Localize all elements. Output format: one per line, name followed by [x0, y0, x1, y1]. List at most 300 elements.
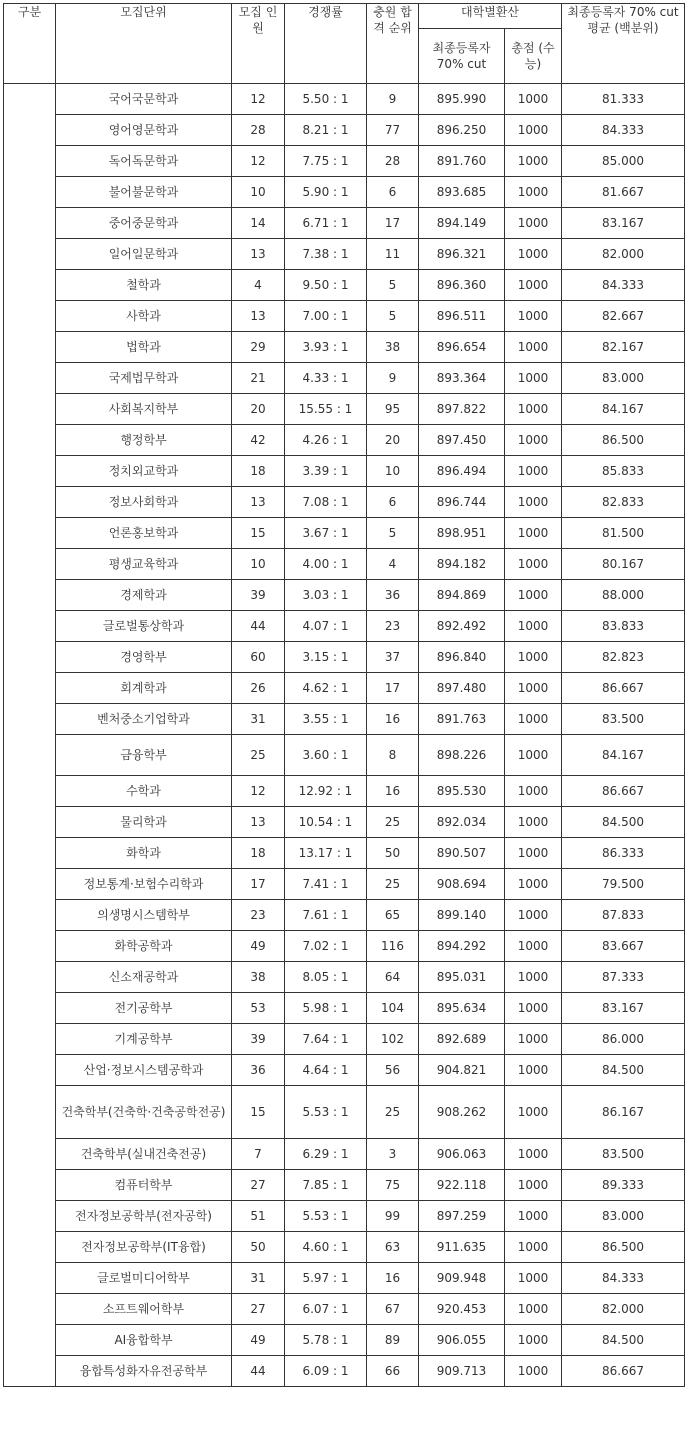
percentile-cell: 88.000: [562, 580, 685, 611]
percentile-cell: 86.000: [562, 1024, 685, 1055]
table-row: [4, 301, 685, 332]
converted-cut-cell: 896.360: [419, 270, 505, 301]
competition-cell: 5.50 : 1: [285, 84, 367, 115]
competition-cell: 3.67 : 1: [285, 518, 367, 549]
table-row: [4, 869, 685, 900]
converted-cut-cell: 894.182: [419, 549, 505, 580]
total-score-cell: 1000: [505, 1356, 562, 1387]
waitlist-cell: 10: [367, 456, 419, 487]
converted-cut-cell: 896.654: [419, 332, 505, 363]
percentile-cell: 83.000: [562, 1201, 685, 1232]
waitlist-cell: 66: [367, 1356, 419, 1387]
competition-cell: 13.17 : 1: [285, 838, 367, 869]
competition-cell: 4.62 : 1: [285, 673, 367, 704]
quota-cell: 13: [232, 487, 285, 518]
department-cell: 법학과: [56, 332, 232, 363]
waitlist-cell: 16: [367, 1263, 419, 1294]
competition-cell: 7.08 : 1: [285, 487, 367, 518]
percentile-cell: 84.167: [562, 394, 685, 425]
department-cell: 회계학과: [56, 673, 232, 704]
converted-cut-cell: 895.530: [419, 776, 505, 807]
department-cell: 정보사회학과: [56, 487, 232, 518]
quota-cell: 15: [232, 1086, 285, 1139]
percentile-cell: 86.167: [562, 1086, 685, 1139]
department-cell: 컴퓨터학부: [56, 1170, 232, 1201]
waitlist-cell: 64: [367, 962, 419, 993]
percentile-cell: 81.500: [562, 518, 685, 549]
percentile-cell: 84.333: [562, 270, 685, 301]
converted-cut-cell: 896.494: [419, 456, 505, 487]
header-converted-cut: 최종등록자 70% cut: [419, 29, 505, 84]
converted-cut-cell: 895.031: [419, 962, 505, 993]
table-row: [4, 177, 685, 208]
header-department: 모집단위: [56, 4, 232, 84]
competition-cell: 3.03 : 1: [285, 580, 367, 611]
department-cell: 영어영문학과: [56, 115, 232, 146]
waitlist-cell: 25: [367, 807, 419, 838]
header-category: 구분: [4, 4, 56, 84]
converted-cut-cell: 904.821: [419, 1055, 505, 1086]
percentile-cell: 84.500: [562, 1325, 685, 1356]
percentile-cell: 82.000: [562, 1294, 685, 1325]
table-row: [4, 270, 685, 301]
waitlist-cell: 5: [367, 518, 419, 549]
total-score-cell: 1000: [505, 1086, 562, 1139]
total-score-cell: 1000: [505, 84, 562, 115]
department-cell: 벤처중소기업학과: [56, 704, 232, 735]
department-cell: 일어일문학과: [56, 239, 232, 270]
category-cell: [4, 84, 56, 1387]
waitlist-cell: 28: [367, 146, 419, 177]
department-cell: 수학과: [56, 776, 232, 807]
waitlist-cell: 75: [367, 1170, 419, 1201]
admission-results-table: [3, 3, 685, 1387]
competition-cell: 7.00 : 1: [285, 301, 367, 332]
quota-cell: 10: [232, 549, 285, 580]
quota-cell: 10: [232, 177, 285, 208]
converted-cut-cell: 897.259: [419, 1201, 505, 1232]
total-score-cell: 1000: [505, 838, 562, 869]
competition-cell: 5.98 : 1: [285, 993, 367, 1024]
percentile-cell: 83.667: [562, 931, 685, 962]
waitlist-cell: 6: [367, 487, 419, 518]
table-row: [4, 84, 685, 115]
department-cell: 경제학과: [56, 580, 232, 611]
converted-cut-cell: 906.055: [419, 1325, 505, 1356]
quota-cell: 36: [232, 1055, 285, 1086]
total-score-cell: 1000: [505, 962, 562, 993]
waitlist-cell: 25: [367, 869, 419, 900]
department-cell: 국제법무학과: [56, 363, 232, 394]
converted-cut-cell: 893.685: [419, 177, 505, 208]
header-percentile: 최종등록자 70% cut 평균 (백분위): [562, 4, 685, 84]
converted-cut-cell: 897.822: [419, 394, 505, 425]
converted-cut-cell: 890.507: [419, 838, 505, 869]
quota-cell: 23: [232, 900, 285, 931]
department-cell: 융합특성화자유전공학부: [56, 1356, 232, 1387]
competition-cell: 8.05 : 1: [285, 962, 367, 993]
percentile-cell: 81.667: [562, 177, 685, 208]
converted-cut-cell: 895.990: [419, 84, 505, 115]
total-score-cell: 1000: [505, 993, 562, 1024]
waitlist-cell: 3: [367, 1139, 419, 1170]
total-score-cell: 1000: [505, 1139, 562, 1170]
percentile-cell: 81.333: [562, 84, 685, 115]
quota-cell: 15: [232, 518, 285, 549]
waitlist-cell: 50: [367, 838, 419, 869]
department-cell: 정치외교학과: [56, 456, 232, 487]
percentile-cell: 82.823: [562, 642, 685, 673]
competition-cell: 10.54 : 1: [285, 807, 367, 838]
table-row: [4, 1086, 685, 1139]
competition-cell: 3.15 : 1: [285, 642, 367, 673]
competition-cell: 4.33 : 1: [285, 363, 367, 394]
quota-cell: 12: [232, 776, 285, 807]
total-score-cell: 1000: [505, 270, 562, 301]
department-cell: 전자정보공학부(전자공학): [56, 1201, 232, 1232]
table-row: [4, 208, 685, 239]
waitlist-cell: 67: [367, 1294, 419, 1325]
table-row: [4, 931, 685, 962]
waitlist-cell: 11: [367, 239, 419, 270]
competition-cell: 7.85 : 1: [285, 1170, 367, 1201]
converted-cut-cell: 893.364: [419, 363, 505, 394]
table-row: [4, 146, 685, 177]
quota-cell: 44: [232, 1356, 285, 1387]
quota-cell: 12: [232, 146, 285, 177]
waitlist-cell: 38: [367, 332, 419, 363]
quota-cell: 53: [232, 993, 285, 1024]
percentile-cell: 82.833: [562, 487, 685, 518]
competition-cell: 3.39 : 1: [285, 456, 367, 487]
competition-cell: 5.53 : 1: [285, 1201, 367, 1232]
table-row: [4, 1201, 685, 1232]
quota-cell: 28: [232, 115, 285, 146]
quota-cell: 4: [232, 270, 285, 301]
waitlist-cell: 5: [367, 301, 419, 332]
total-score-cell: 1000: [505, 456, 562, 487]
quota-cell: 29: [232, 332, 285, 363]
percentile-cell: 84.333: [562, 1263, 685, 1294]
department-cell: 물리학과: [56, 807, 232, 838]
department-cell: 전기공학부: [56, 993, 232, 1024]
quota-cell: 27: [232, 1294, 285, 1325]
table-header: [4, 4, 685, 84]
competition-cell: 3.93 : 1: [285, 332, 367, 363]
total-score-cell: 1000: [505, 1024, 562, 1055]
converted-cut-cell: 908.694: [419, 869, 505, 900]
total-score-cell: 1000: [505, 704, 562, 735]
quota-cell: 21: [232, 363, 285, 394]
table-row: [4, 580, 685, 611]
competition-cell: 15.55 : 1: [285, 394, 367, 425]
waitlist-cell: 16: [367, 776, 419, 807]
competition-cell: 3.55 : 1: [285, 704, 367, 735]
table-row: [4, 456, 685, 487]
waitlist-cell: 4: [367, 549, 419, 580]
total-score-cell: 1000: [505, 869, 562, 900]
percentile-cell: 86.667: [562, 1356, 685, 1387]
header-quota: 모집 인원: [232, 4, 285, 84]
quota-cell: 60: [232, 642, 285, 673]
competition-cell: 6.07 : 1: [285, 1294, 367, 1325]
department-cell: 언론홍보학과: [56, 518, 232, 549]
converted-cut-cell: 891.760: [419, 146, 505, 177]
competition-cell: 8.21 : 1: [285, 115, 367, 146]
percentile-cell: 79.500: [562, 869, 685, 900]
competition-cell: 3.60 : 1: [285, 735, 367, 776]
percentile-cell: 84.333: [562, 115, 685, 146]
competition-cell: 7.02 : 1: [285, 931, 367, 962]
converted-cut-cell: 896.250: [419, 115, 505, 146]
percentile-cell: 83.833: [562, 611, 685, 642]
percentile-cell: 83.167: [562, 993, 685, 1024]
quota-cell: 50: [232, 1232, 285, 1263]
waitlist-cell: 95: [367, 394, 419, 425]
waitlist-cell: 9: [367, 363, 419, 394]
table-row: [4, 1170, 685, 1201]
table-row: [4, 1325, 685, 1356]
total-score-cell: 1000: [505, 931, 562, 962]
waitlist-cell: 17: [367, 208, 419, 239]
quota-cell: 38: [232, 962, 285, 993]
converted-cut-cell: 922.118: [419, 1170, 505, 1201]
quota-cell: 14: [232, 208, 285, 239]
waitlist-cell: 9: [367, 84, 419, 115]
total-score-cell: 1000: [505, 1170, 562, 1201]
percentile-cell: 83.500: [562, 1139, 685, 1170]
quota-cell: 44: [232, 611, 285, 642]
department-cell: 화학공학과: [56, 931, 232, 962]
quota-cell: 17: [232, 869, 285, 900]
waitlist-cell: 8: [367, 735, 419, 776]
converted-cut-cell: 894.869: [419, 580, 505, 611]
waitlist-cell: 20: [367, 425, 419, 456]
table-row: [4, 704, 685, 735]
department-cell: 건축학부(건축학·건축공학전공): [56, 1086, 232, 1139]
waitlist-cell: 99: [367, 1201, 419, 1232]
quota-cell: 12: [232, 84, 285, 115]
converted-cut-cell: 891.763: [419, 704, 505, 735]
department-cell: 글로벌통상학과: [56, 611, 232, 642]
quota-cell: 18: [232, 456, 285, 487]
waitlist-cell: 89: [367, 1325, 419, 1356]
converted-cut-cell: 897.450: [419, 425, 505, 456]
department-cell: AI융합학부: [56, 1325, 232, 1356]
percentile-cell: 82.167: [562, 332, 685, 363]
percentile-cell: 83.500: [562, 704, 685, 735]
percentile-cell: 82.667: [562, 301, 685, 332]
department-cell: 소프트웨어학부: [56, 1294, 232, 1325]
department-cell: 의생명시스템학부: [56, 900, 232, 931]
department-cell: 기계공학부: [56, 1024, 232, 1055]
department-cell: 사학과: [56, 301, 232, 332]
total-score-cell: 1000: [505, 115, 562, 146]
table-row: [4, 807, 685, 838]
department-cell: 경영학부: [56, 642, 232, 673]
department-cell: 철학과: [56, 270, 232, 301]
department-cell: 화학과: [56, 838, 232, 869]
waitlist-cell: 36: [367, 580, 419, 611]
percentile-cell: 85.833: [562, 456, 685, 487]
competition-cell: 7.38 : 1: [285, 239, 367, 270]
total-score-cell: 1000: [505, 1325, 562, 1356]
total-score-cell: 1000: [505, 900, 562, 931]
department-cell: 중어중문학과: [56, 208, 232, 239]
waitlist-cell: 6: [367, 177, 419, 208]
converted-cut-cell: 906.063: [419, 1139, 505, 1170]
competition-cell: 4.07 : 1: [285, 611, 367, 642]
total-score-cell: 1000: [505, 549, 562, 580]
header-waitlist: 충원 합격 순위: [367, 4, 419, 84]
percentile-cell: 86.500: [562, 1232, 685, 1263]
converted-cut-cell: 894.149: [419, 208, 505, 239]
department-cell: 글로벌미디어학부: [56, 1263, 232, 1294]
quota-cell: 25: [232, 735, 285, 776]
competition-cell: 5.78 : 1: [285, 1325, 367, 1356]
competition-cell: 6.71 : 1: [285, 208, 367, 239]
table-row: [4, 1055, 685, 1086]
quota-cell: 26: [232, 673, 285, 704]
competition-cell: 7.64 : 1: [285, 1024, 367, 1055]
waitlist-cell: 17: [367, 673, 419, 704]
percentile-cell: 84.500: [562, 1055, 685, 1086]
table-row: [4, 838, 685, 869]
converted-cut-cell: 892.492: [419, 611, 505, 642]
competition-cell: 5.90 : 1: [285, 177, 367, 208]
total-score-cell: 1000: [505, 642, 562, 673]
total-score-cell: 1000: [505, 1294, 562, 1325]
converted-cut-cell: 896.511: [419, 301, 505, 332]
department-cell: 정보통계·보험수리학과: [56, 869, 232, 900]
quota-cell: 39: [232, 1024, 285, 1055]
department-cell: 산업·정보시스템공학과: [56, 1055, 232, 1086]
percentile-cell: 86.333: [562, 838, 685, 869]
quota-cell: 13: [232, 239, 285, 270]
table-row: [4, 1263, 685, 1294]
competition-cell: 7.61 : 1: [285, 900, 367, 931]
percentile-cell: 84.500: [562, 807, 685, 838]
total-score-cell: 1000: [505, 425, 562, 456]
quota-cell: 49: [232, 931, 285, 962]
table-row: [4, 363, 685, 394]
waitlist-cell: 5: [367, 270, 419, 301]
percentile-cell: 84.167: [562, 735, 685, 776]
competition-cell: 5.53 : 1: [285, 1086, 367, 1139]
table-row: [4, 962, 685, 993]
total-score-cell: 1000: [505, 332, 562, 363]
percentile-cell: 87.333: [562, 962, 685, 993]
converted-cut-cell: 896.840: [419, 642, 505, 673]
total-score-cell: 1000: [505, 673, 562, 704]
converted-cut-cell: 911.635: [419, 1232, 505, 1263]
competition-cell: 4.60 : 1: [285, 1232, 367, 1263]
table-row: [4, 642, 685, 673]
percentile-cell: 82.000: [562, 239, 685, 270]
header-competition: 경쟁률: [285, 4, 367, 84]
total-score-cell: 1000: [505, 394, 562, 425]
header-converted-group: 대학별환산: [419, 4, 562, 29]
waitlist-cell: 116: [367, 931, 419, 962]
department-cell: 전자정보공학부(IT융합): [56, 1232, 232, 1263]
converted-cut-cell: 896.744: [419, 487, 505, 518]
competition-cell: 6.29 : 1: [285, 1139, 367, 1170]
converted-cut-cell: 897.480: [419, 673, 505, 704]
competition-cell: 9.50 : 1: [285, 270, 367, 301]
quota-cell: 51: [232, 1201, 285, 1232]
total-score-cell: 1000: [505, 177, 562, 208]
percentile-cell: 85.000: [562, 146, 685, 177]
quota-cell: 31: [232, 1263, 285, 1294]
converted-cut-cell: 920.453: [419, 1294, 505, 1325]
total-score-cell: 1000: [505, 239, 562, 270]
department-cell: 금융학부: [56, 735, 232, 776]
table-row: [4, 394, 685, 425]
percentile-cell: 89.333: [562, 1170, 685, 1201]
total-score-cell: 1000: [505, 580, 562, 611]
department-cell: 평생교육학과: [56, 549, 232, 580]
converted-cut-cell: 899.140: [419, 900, 505, 931]
waitlist-cell: 16: [367, 704, 419, 735]
table-row: [4, 1294, 685, 1325]
total-score-cell: 1000: [505, 1263, 562, 1294]
competition-cell: 5.97 : 1: [285, 1263, 367, 1294]
converted-cut-cell: 894.292: [419, 931, 505, 962]
department-cell: 신소재공학과: [56, 962, 232, 993]
table-row: [4, 1232, 685, 1263]
department-cell: 행정학부: [56, 425, 232, 456]
percentile-cell: 86.667: [562, 673, 685, 704]
converted-cut-cell: 892.034: [419, 807, 505, 838]
table-body: [4, 84, 685, 1387]
table-row: [4, 332, 685, 363]
quota-cell: 13: [232, 301, 285, 332]
converted-cut-cell: 909.948: [419, 1263, 505, 1294]
quota-cell: 7: [232, 1139, 285, 1170]
table-row: [4, 900, 685, 931]
quota-cell: 27: [232, 1170, 285, 1201]
total-score-cell: 1000: [505, 518, 562, 549]
table-row: [4, 115, 685, 146]
total-score-cell: 1000: [505, 1055, 562, 1086]
percentile-cell: 80.167: [562, 549, 685, 580]
total-score-cell: 1000: [505, 487, 562, 518]
quota-cell: 39: [232, 580, 285, 611]
total-score-cell: 1000: [505, 776, 562, 807]
total-score-cell: 1000: [505, 807, 562, 838]
waitlist-cell: 65: [367, 900, 419, 931]
converted-cut-cell: 895.634: [419, 993, 505, 1024]
table-row: [4, 611, 685, 642]
table-row: [4, 549, 685, 580]
converted-cut-cell: 909.713: [419, 1356, 505, 1387]
table-row: [4, 735, 685, 776]
quota-cell: 42: [232, 425, 285, 456]
waitlist-cell: 102: [367, 1024, 419, 1055]
quota-cell: 20: [232, 394, 285, 425]
waitlist-cell: 77: [367, 115, 419, 146]
competition-cell: 4.64 : 1: [285, 1055, 367, 1086]
waitlist-cell: 104: [367, 993, 419, 1024]
quota-cell: 18: [232, 838, 285, 869]
quota-cell: 49: [232, 1325, 285, 1356]
table-row: [4, 518, 685, 549]
converted-cut-cell: 898.226: [419, 735, 505, 776]
total-score-cell: 1000: [505, 301, 562, 332]
converted-cut-cell: 896.321: [419, 239, 505, 270]
competition-cell: 6.09 : 1: [285, 1356, 367, 1387]
header-total-score: 총점 (수능): [505, 29, 562, 84]
